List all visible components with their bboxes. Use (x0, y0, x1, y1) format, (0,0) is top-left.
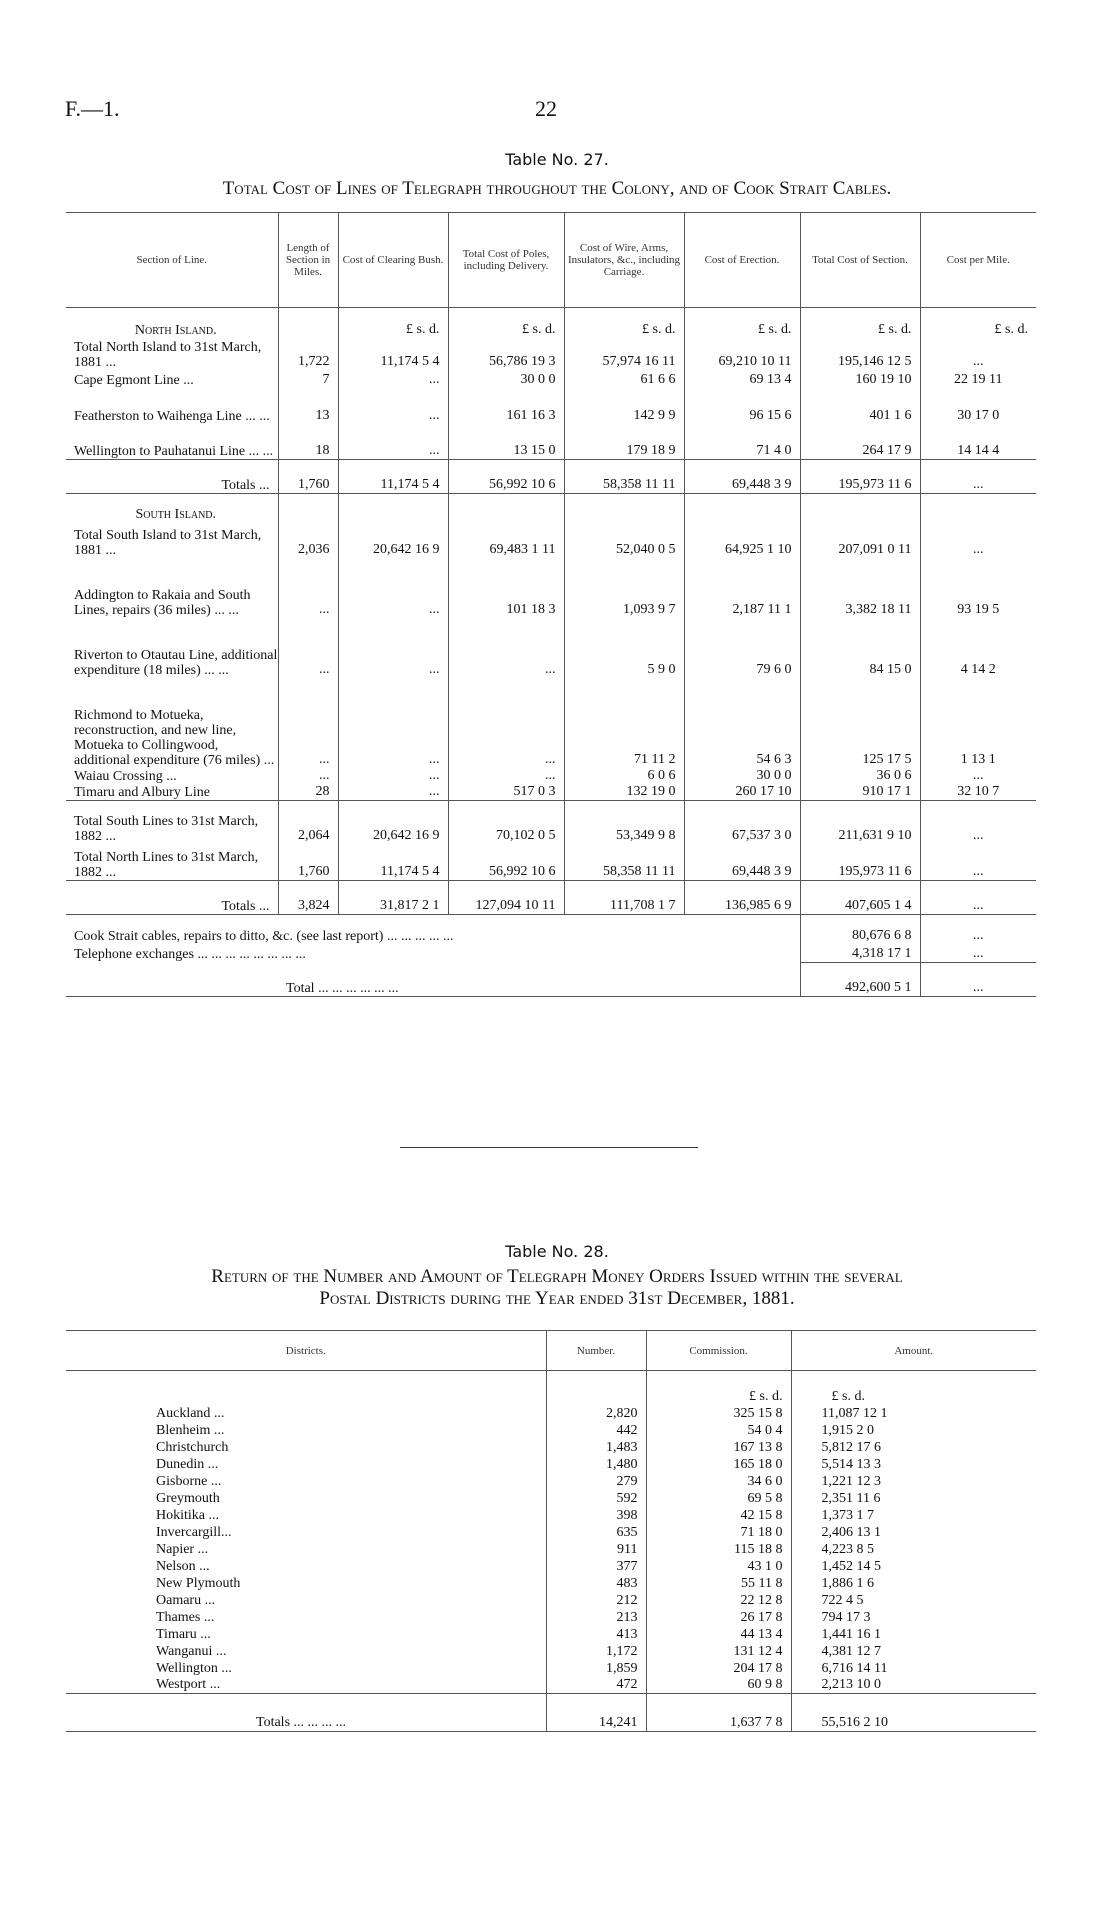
table-row (66, 844, 1036, 880)
row-label: Cape Egmont Line ... (74, 372, 194, 388)
table-row (66, 424, 1036, 460)
cell: 7 (278, 370, 338, 388)
cell: 32 10 7 (920, 784, 1036, 801)
table-row (66, 1660, 1036, 1677)
cell: 442 (546, 1422, 646, 1439)
cell: 18 (278, 424, 338, 460)
cell: 142 9 9 (564, 388, 684, 424)
table-row (66, 1626, 1036, 1643)
cell: ... (920, 338, 1036, 370)
cell: 1,915 2 0 (791, 1422, 1036, 1439)
cell: ... (338, 424, 448, 460)
cell: 57,974 16 11 (564, 338, 684, 370)
cell: 67,537 3 0 (684, 800, 800, 844)
cell: 61 6 6 (564, 370, 684, 388)
cell: 398 (546, 1507, 646, 1524)
totals-label: Totals ... ... ... ... (256, 1715, 347, 1730)
cell: 911 (546, 1541, 646, 1558)
row-label: Addington to Rakaia and South Lines, repairs (36 miles) ... ... (74, 587, 251, 618)
district-name: Napier ... (156, 1541, 209, 1557)
district-name: Wellington ... (156, 1660, 232, 1676)
totals-label: Totals ... (221, 478, 270, 493)
cell: 111,708 1 7 (564, 880, 684, 914)
cell: 26 17 8 (646, 1609, 791, 1626)
cell: ... (338, 784, 448, 801)
units: £ s. d. (564, 308, 684, 338)
units: £ s. d. (920, 308, 1036, 338)
district-name: Gisborne ... (156, 1473, 222, 1489)
cell: ... (338, 388, 448, 424)
cell: 1,452 14 5 (791, 1558, 1036, 1575)
cell: ... (278, 618, 338, 678)
cell: 2,187 11 1 (684, 558, 800, 618)
units: £ s. d. (684, 308, 800, 338)
cell: 70,102 0 5 (448, 800, 564, 844)
cell: ... (338, 370, 448, 388)
cell: 2,213 10 0 (791, 1677, 1036, 1694)
cell: 136,985 6 9 (684, 880, 800, 914)
cell: 517 0 3 (448, 784, 564, 801)
cell: 20,642 16 9 (338, 522, 448, 558)
cell: ... (920, 944, 1036, 962)
cell: ... (920, 460, 1036, 494)
cell: ... (920, 914, 1036, 944)
north-totals-row (66, 460, 1036, 494)
cell: 115 18 8 (646, 1541, 791, 1558)
cell: 11,174 5 4 (338, 844, 448, 880)
cell: 54 6 3 (684, 678, 800, 768)
row-label: Total South Lines to 31st March, 1882 ... (74, 814, 259, 844)
cell: 1,760 (278, 844, 338, 880)
table27-header-row (66, 213, 1036, 308)
cell: 3,824 (278, 880, 338, 914)
cell: 127,094 10 11 (448, 880, 564, 914)
cell: ... (338, 618, 448, 678)
table27-subtitle: Total Cost of Lines of Telegraph throughout the Colony, and of Cook Strait Cables. (222, 178, 892, 199)
cell: 14,241 (546, 1694, 646, 1732)
cell: ... (920, 962, 1036, 996)
south-heading-row (66, 494, 1036, 522)
cell: 1,221 12 3 (791, 1473, 1036, 1490)
district-name: Westport ... (156, 1677, 221, 1692)
final-total-label: Total ... ... ... ... ... ... (286, 980, 399, 996)
cell: 69,448 3 9 (684, 460, 800, 494)
cell: ... (920, 768, 1036, 784)
table-row (66, 1507, 1036, 1524)
extra-row (66, 944, 1036, 962)
cell: 5,514 13 3 (791, 1456, 1036, 1473)
cell: 211,631 9 10 (800, 800, 920, 844)
cell: 195,146 12 5 (800, 338, 920, 370)
cell: 55,516 2 10 (791, 1694, 1036, 1732)
table-row (66, 1473, 1036, 1490)
cell: 79 6 0 (684, 618, 800, 678)
cell: 69,210 10 11 (684, 338, 800, 370)
table-row (66, 1575, 1036, 1592)
cell: 56,992 10 6 (448, 844, 564, 880)
cell: 11,174 5 4 (338, 338, 448, 370)
cell: 260 17 10 (684, 784, 800, 801)
col-total: Total Cost of Section. (800, 213, 920, 308)
table-row (66, 338, 1036, 370)
cell: 413 (546, 1626, 646, 1643)
district-name: Wanganui ... (156, 1643, 227, 1659)
cell: 492,600 5 1 (800, 962, 920, 996)
cell: 325 15 8 (646, 1405, 791, 1422)
table-row (66, 1541, 1036, 1558)
cell: 22 12 8 (646, 1592, 791, 1609)
cell: ... (920, 800, 1036, 844)
cell: 13 (278, 388, 338, 424)
cell: 34 6 0 (646, 1473, 791, 1490)
table-row (66, 618, 1036, 678)
cell: 1,886 1 6 (791, 1575, 1036, 1592)
district-name: New Plymouth (156, 1575, 241, 1591)
cell: 5,812 17 6 (791, 1439, 1036, 1456)
cell: 179 18 9 (564, 424, 684, 460)
cell: 69,483 1 11 (448, 522, 564, 558)
cell: 195,973 11 6 (800, 844, 920, 880)
cell: 125 17 5 (800, 678, 920, 768)
table-row (66, 784, 1036, 801)
cell: 1 13 1 (920, 678, 1036, 768)
cell: 160 19 10 (800, 370, 920, 388)
table-row (66, 388, 1036, 424)
table-row (66, 1456, 1036, 1473)
cell: 36 0 6 (800, 768, 920, 784)
cell: 6 0 6 (564, 768, 684, 784)
cell: ... (920, 522, 1036, 558)
col-bush: Cost of Clearing Bush. (338, 213, 448, 308)
cell: ... (338, 678, 448, 768)
row-label: Featherston to Waihenga Line ... ... (74, 408, 270, 424)
cell: 1,859 (546, 1660, 646, 1677)
cell: 22 19 11 (920, 370, 1036, 388)
cell: ... (338, 558, 448, 618)
cell: 722 4 5 (791, 1592, 1036, 1609)
units-row (66, 1371, 1036, 1405)
extra-row (66, 914, 1036, 944)
cell: 11,087 12 1 (791, 1405, 1036, 1422)
cell: 910 17 1 (800, 784, 920, 801)
row-label: Waiau Crossing ... (74, 768, 177, 784)
district-name: Thames ... (156, 1609, 215, 1625)
table28-subtitle-line1: Return of the Number and Amount of Telegraph Money Orders Issued within the several (211, 1266, 903, 1287)
extra-label: Telephone exchanges ... ... ... ... ... ... ... ... (74, 947, 306, 962)
col-length: Length of Section in Miles. (278, 213, 338, 308)
cell: 69 13 4 (684, 370, 800, 388)
table28-subtitle-line2: Postal Districts during the Year ended 31st December, 1881. (319, 1288, 795, 1309)
cell: 483 (546, 1575, 646, 1592)
cell: 3,382 18 11 (800, 558, 920, 618)
table28-totals-row (66, 1694, 1036, 1732)
table-row (66, 1609, 1036, 1626)
cell: 71 18 0 (646, 1524, 791, 1541)
units: £ s. d. (791, 1371, 1036, 1405)
cell: 207,091 0 11 (800, 522, 920, 558)
cell: 167 13 8 (646, 1439, 791, 1456)
col-amount: Amount. (791, 1331, 1036, 1371)
col-section: Section of Line. (136, 254, 208, 266)
table-row (66, 522, 1036, 558)
cell: ... (920, 880, 1036, 914)
table-row (66, 1439, 1036, 1456)
cell: 84 15 0 (800, 618, 920, 678)
cell: 204 17 8 (646, 1660, 791, 1677)
cell: 407,605 1 4 (800, 880, 920, 914)
cell: 592 (546, 1490, 646, 1507)
cell: 44 13 4 (646, 1626, 791, 1643)
cell: 31,817 2 1 (338, 880, 448, 914)
col-districts: Districts. (285, 1344, 326, 1357)
cell: ... (448, 768, 564, 784)
cell: 794 17 3 (791, 1609, 1036, 1626)
table-row (66, 1592, 1036, 1609)
col-number: Number. (546, 1331, 646, 1371)
row-label: Total South Island to 31st March, 1881 ... (74, 527, 262, 558)
cell: 4 14 2 (920, 618, 1036, 678)
cell: 213 (546, 1609, 646, 1626)
cell: 1,093 9 7 (564, 558, 684, 618)
cell: 30 0 0 (684, 768, 800, 784)
cell: 69,448 3 9 (684, 844, 800, 880)
table-row (66, 1524, 1036, 1541)
units: £ s. d. (448, 308, 564, 338)
units: £ s. d. (338, 308, 448, 338)
cell: 377 (546, 1558, 646, 1575)
district-name: Dunedin ... (156, 1456, 219, 1472)
cell: 1,637 7 8 (646, 1694, 791, 1732)
cell: 1,480 (546, 1456, 646, 1473)
cell: 53,349 9 8 (564, 800, 684, 844)
cell: 13 15 0 (448, 424, 564, 460)
row-label: Total North Island to 31st March, 1881 ... (74, 339, 262, 370)
cell: ... (448, 678, 564, 768)
cell: 1,373 1 7 (791, 1507, 1036, 1524)
table-row (66, 1643, 1036, 1660)
district-name: Nelson ... (156, 1558, 210, 1574)
table-row (66, 678, 1036, 768)
col-per-mile: Cost per Mile. (920, 213, 1036, 308)
cell: 195,973 11 6 (800, 460, 920, 494)
cell: 264 17 9 (800, 424, 920, 460)
district-name: Invercargill... (156, 1524, 232, 1540)
cell: 28 (278, 784, 338, 801)
page-header (65, 96, 1054, 126)
cell: 5 9 0 (564, 618, 684, 678)
row-label: Timaru and Albury Line (74, 784, 210, 800)
cell: 2,036 (278, 522, 338, 558)
cell: 6,716 14 11 (791, 1660, 1036, 1677)
cell: 56,992 10 6 (448, 460, 564, 494)
table-row (66, 558, 1036, 618)
cell: 635 (546, 1524, 646, 1541)
cell: 54 0 4 (646, 1422, 791, 1439)
cell: 472 (546, 1677, 646, 1694)
north-heading: North Island. (134, 322, 217, 338)
cell: 58,358 11 11 (564, 844, 684, 880)
row-label: Riverton to Otautau Line, additional expenditure (18 miles) ... ... (74, 647, 278, 678)
table27 (66, 212, 1036, 997)
cell: 4,318 17 1 (800, 944, 920, 962)
cell: 161 16 3 (448, 388, 564, 424)
cell: 71 11 2 (564, 678, 684, 768)
district-name: Oamaru ... (156, 1592, 216, 1608)
col-commission: Commission. (646, 1331, 791, 1371)
cell: 64,925 1 10 (684, 522, 800, 558)
page-number: 22 (535, 96, 557, 121)
extra-label: Cook Strait cables, repairs to ditto, &c. (see last report) ... ... ... ... ... (74, 929, 454, 944)
cell: 1,483 (546, 1439, 646, 1456)
col-poles: Total Cost of Poles, including Delivery. (448, 213, 564, 308)
cell: ... (278, 678, 338, 768)
cell: 1,760 (278, 460, 338, 494)
south-heading: South Island. (135, 506, 217, 522)
table28-header-row (66, 1331, 1036, 1371)
cell: 1,172 (546, 1643, 646, 1660)
final-total-row (66, 962, 1036, 996)
row-label: Total North Lines to 31st March, 1882 ... (74, 849, 259, 880)
cell: 96 15 6 (684, 388, 800, 424)
table28 (66, 1330, 1036, 1732)
cell: 401 1 6 (800, 388, 920, 424)
table-row (66, 370, 1036, 388)
cell: 4,223 8 5 (791, 1541, 1036, 1558)
table28-title: Table No. 28. (505, 1242, 609, 1261)
row-label: Richmond to Motueka, reconstruction, and new line, Motueka to Collingwood, additional expenditure (76 miles) ... (74, 707, 275, 768)
district-name: Christchurch (156, 1439, 229, 1455)
table-row (66, 1558, 1036, 1575)
cell: 43 1 0 (646, 1558, 791, 1575)
col-wire: Cost of Wire, Arms, Insulators, &c., including Carriage. (564, 213, 684, 308)
cell: 165 18 0 (646, 1456, 791, 1473)
cell: 55 11 8 (646, 1575, 791, 1592)
table-row (66, 1405, 1036, 1422)
table-row (66, 1677, 1036, 1694)
cell: 279 (546, 1473, 646, 1490)
table-row (66, 1422, 1036, 1439)
cell: 42 15 8 (646, 1507, 791, 1524)
cell: 2,351 11 6 (791, 1490, 1036, 1507)
cell: 56,786 19 3 (448, 338, 564, 370)
cell: 2,820 (546, 1405, 646, 1422)
cell: 71 4 0 (684, 424, 800, 460)
cell: 20,642 16 9 (338, 800, 448, 844)
table27-title: Table No. 27. (505, 150, 609, 169)
cell: 1,722 (278, 338, 338, 370)
cell: 93 19 5 (920, 558, 1036, 618)
cell: ... (448, 618, 564, 678)
units: £ s. d. (800, 308, 920, 338)
cell: 212 (546, 1592, 646, 1609)
cell: ... (920, 844, 1036, 880)
cell: 131 12 4 (646, 1643, 791, 1660)
cell: 101 18 3 (448, 558, 564, 618)
district-name: Blenheim ... (156, 1422, 225, 1438)
units: £ s. d. (646, 1371, 791, 1405)
cell: 1,441 16 1 (791, 1626, 1036, 1643)
table-row (66, 1490, 1036, 1507)
section-divider (400, 1147, 698, 1148)
cell: 60 9 8 (646, 1677, 791, 1694)
table-row (66, 768, 1036, 784)
row-label: Wellington to Pauhatanui Line ... ... (74, 444, 274, 459)
cell: ... (278, 768, 338, 784)
cell: 11,174 5 4 (338, 460, 448, 494)
cell: 80,676 6 8 (800, 914, 920, 944)
cell: 30 0 0 (448, 370, 564, 388)
district-name: Hokitika ... (156, 1507, 219, 1523)
grand-totals-row (66, 880, 1036, 914)
cell: 2,406 13 1 (791, 1524, 1036, 1541)
district-name: Auckland ... (156, 1405, 225, 1421)
col-erection: Cost of Erection. (684, 213, 800, 308)
cell: 4,381 12 7 (791, 1643, 1036, 1660)
district-name: Timaru ... (156, 1626, 211, 1642)
cell: 30 17 0 (920, 388, 1036, 424)
table-row (66, 800, 1036, 844)
cell: 132 19 0 (564, 784, 684, 801)
cell: 58,358 11 11 (564, 460, 684, 494)
cell: ... (278, 558, 338, 618)
cell: 52,040 0 5 (564, 522, 684, 558)
cell: 14 14 4 (920, 424, 1036, 460)
page-ref: F.—1. (65, 96, 120, 121)
cell: 2,064 (278, 800, 338, 844)
cell: 69 5 8 (646, 1490, 791, 1507)
district-name: Greymouth (156, 1490, 220, 1506)
totals-label: Totals ... (221, 898, 270, 914)
north-heading-row (66, 308, 1036, 338)
cell: ... (338, 768, 448, 784)
